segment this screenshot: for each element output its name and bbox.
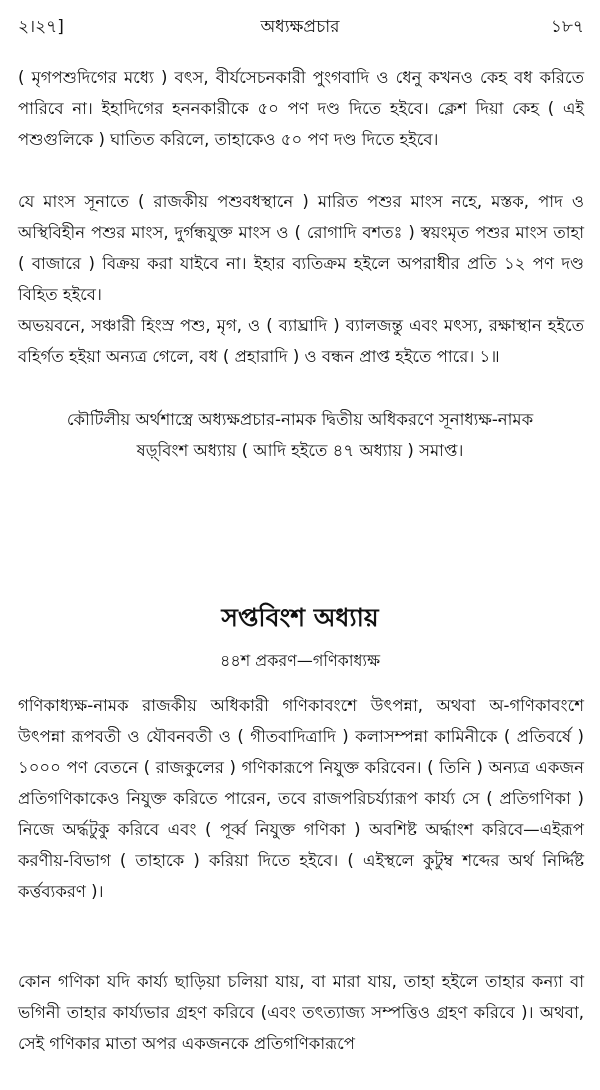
body-paragraph-1: গণিকাধ্যক্ষ-নামক রাজকীয় অধিকারী গণিকাবংশে উৎপন্না, অথবা অ-গণিকাবংশে উৎপন্না রূপবতী ও যৌবনবতী ও ( গীতবাদিত্রাদি ) কলাসম্পন্না কামিনীকে ( প্রতিবর্ষে ) ১০০০ পণ বেতনে ( রাজকুলের ) গণিকারূপে নিযুক্ত করিবেন। ( তিনি ) অন্যত্র একজন প্রতিগণিকাকেও নিযুক্ত করিতে পারেন, তবে রাজপরিচর্য্যারূপ কার্য্য সে ( প্রতিগণিকা ) নিজে অর্দ্ধটুকু করিবে এবং ( পূর্ব্ব নিযুক্ত গণিকা ) অবশিষ্ট অর্দ্ধাংশ করিবে—এইরূপ করণীয়-বিভাগ ( তাহাকে ) করিয়া দিতে হইবে। ( এইস্থলে কুটুম্ব শব্দের অর্থ নির্দ্দিষ্ট কর্ত্তব্যকরণ )। (18, 696, 584, 901)
running-title: অধ্যক্ষপ্রচার (260, 17, 340, 37)
colophon-line-1: কৌটিলীয় অর্থশাস্ত্রে অধ্যক্ষপ্রচার-নামক দ্বিতীয় অধিকরণে সূনাধ্যক্ষ-নামক (66, 410, 534, 429)
page-number: ১৮৭ (550, 17, 584, 37)
body-paragraph-2: কোন গণিকা যদি কার্য্য ছাড়িয়া চলিয়া যায়, বা মারা যায়, তাহা হইলে তাহার কন্যা বা ভগিনী তাহার কার্য্যভার গ্রহণ করিবে (এবং তৎত্যাজ্য সম্পত্তিও গ্রহণ করিবে )। অথবা, সেই গণিকার মাতা অপর একজনকে প্রতিগণিকারূপে (18, 972, 584, 1053)
colophon-line-2: ষড়্‌বিংশ অধ্যায় ( আদি হইতে ৪৭ অধ্যায় ) সমাপ্ত। (136, 441, 464, 460)
section-number: ২।২৭] (18, 17, 64, 37)
paragraph-1: ( মৃগপশুদিগের মধ্যে ) বৎস, বীর্যসেচনকারী পুংগবাদি ও ধেনু কখনও কেহ বধ করিতে পারিবে না। ইহাদিগের হননকারীকে ৫০ পণ দণ্ড দিতে হইবে। ক্লেশ দিয়া কেহ ( এই পশুগুলিকে ) ঘাতিত করিলে, তাহাকেও ৫০ পণ দণ্ড দিতে হইবে। (18, 68, 584, 149)
chapter-title: সপ্তবিংশ অধ্যায় (221, 603, 379, 632)
paragraph-3: অভয়বনে, সঞ্চারী হিংস্র পশু, মৃগ, ও ( ব্যাঘ্রাদি ) ব্যালজন্তু এবং মৎস্য, রক্ষাস্থান হইতে বহির্গত হইয়া অন্যত্র গেলে, বধ ( প্রহারাদি ) ও বন্ধন প্রাপ্ত হইতে পারে। ১॥ (18, 316, 584, 366)
paragraph-2: যে মাংস সূনাতে ( রাজকীয় পশুবধস্থানে ) মারিত পশুর মাংস নহে, মস্তক, পাদ ও অস্থিবিহীন পশুর মাংস, দুর্গন্ধযুক্ত মাংস ও ( রোগাদি বশতঃ ) স্বয়ংমৃত পশুর মাংস তাহা ( বাজারে ) বিক্রয় করা যাইবে না। ইহার ব্যতিক্রম হইলে অপরাধীর প্রতি ১২ পণ দণ্ড বিহিত হইবে। (18, 192, 584, 304)
chapter-subtitle: ৪৪শ প্রকরণ—গণিকাধ্যক্ষ (219, 651, 381, 670)
